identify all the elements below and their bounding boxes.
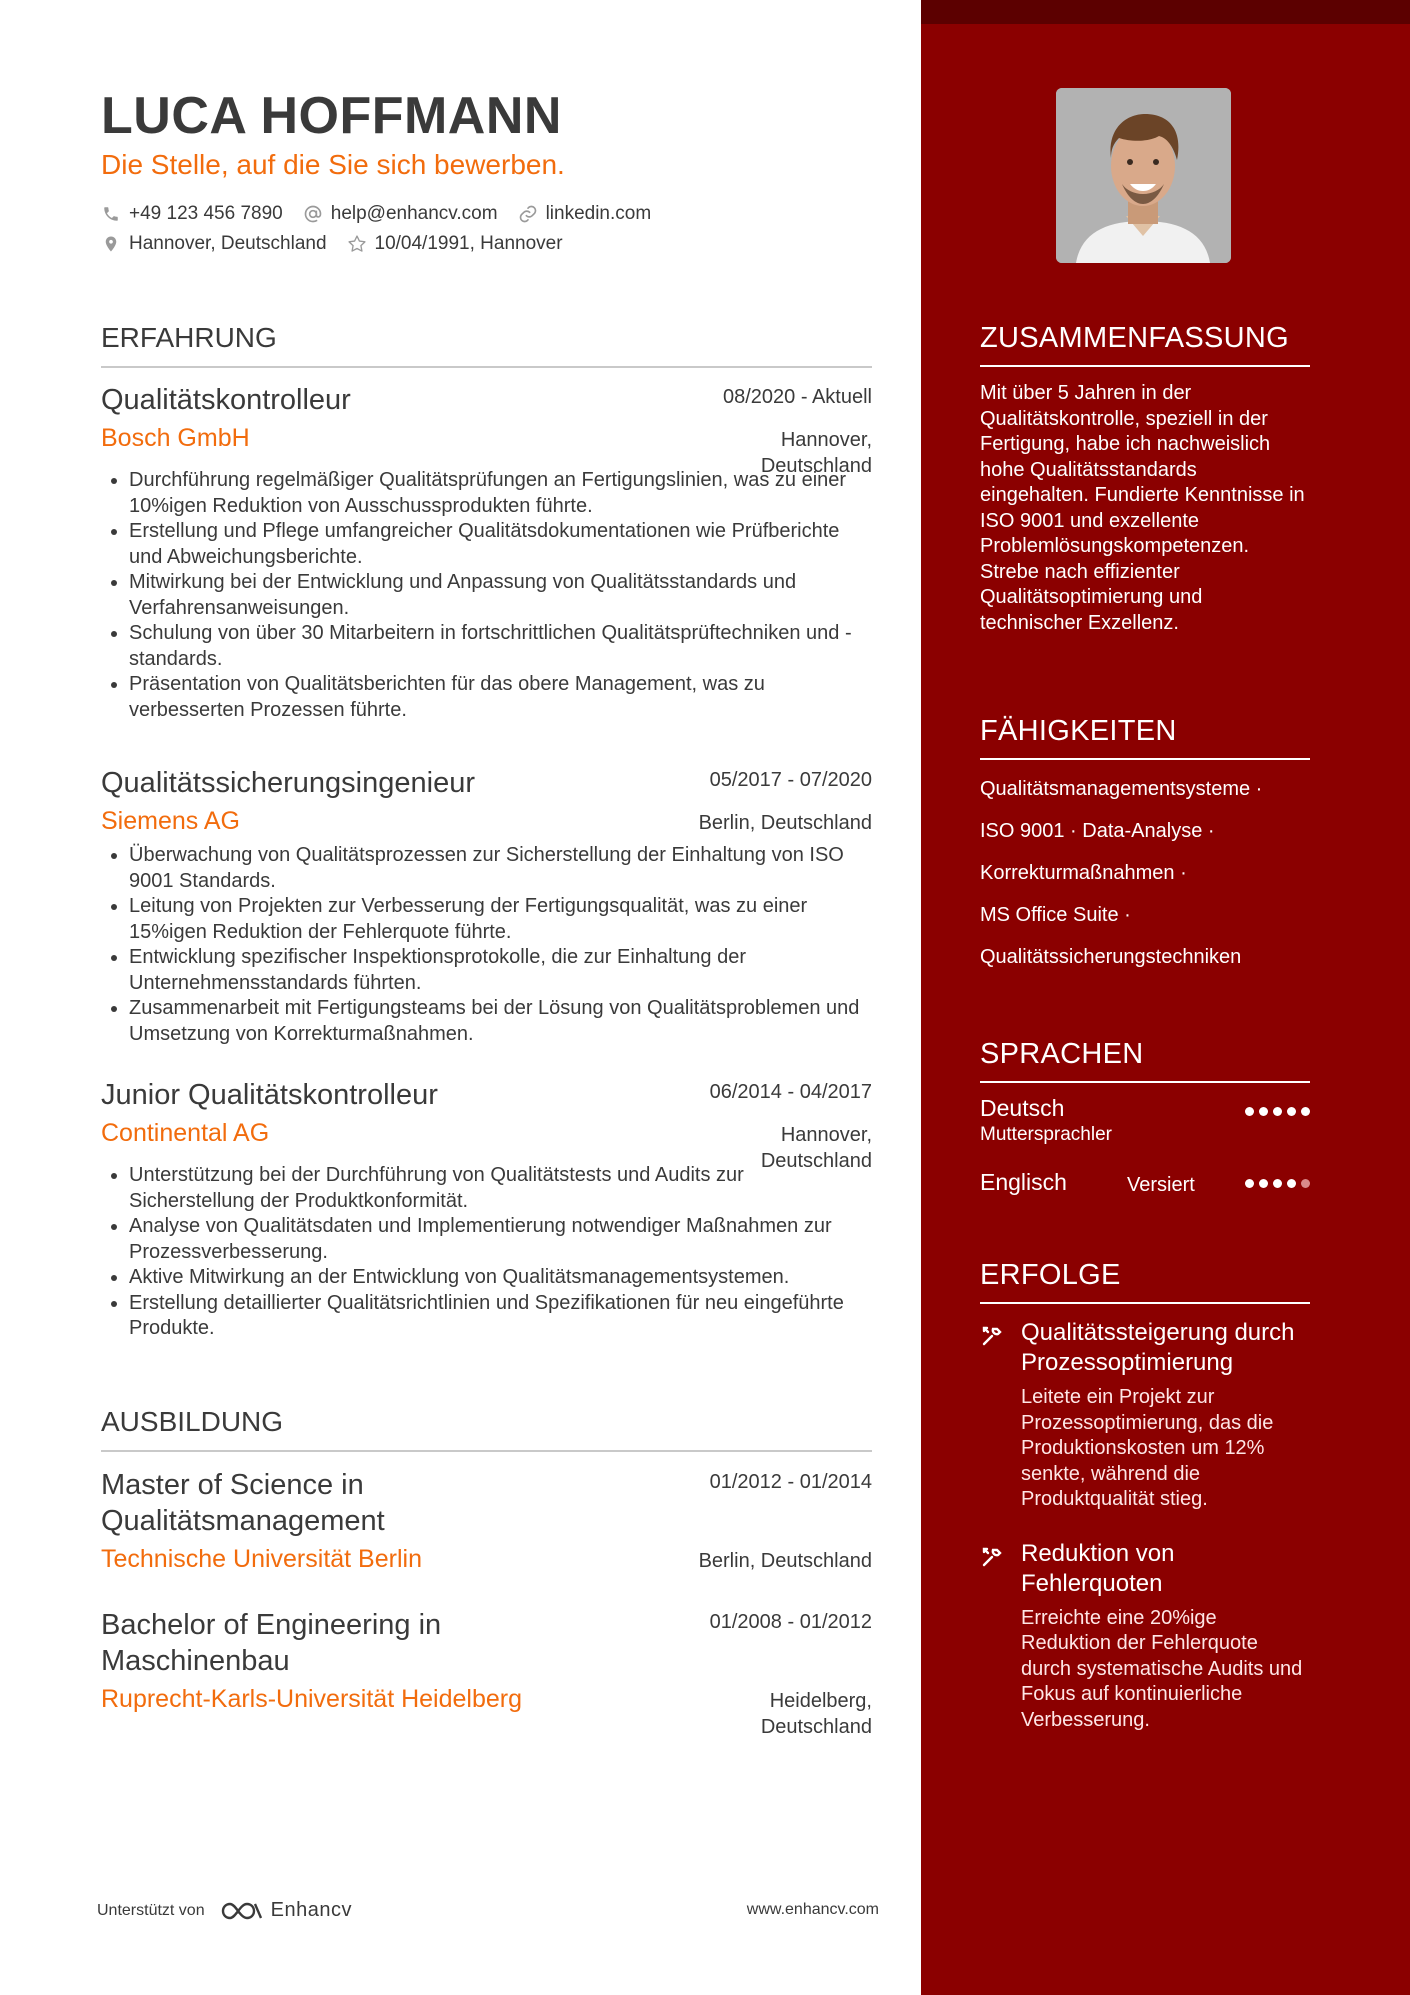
footer-url[interactable]: www.enhancv.com <box>746 1901 879 1918</box>
bullet-item: Präsentation von Qualitätsberichten für das obere Management, was zu verbesserten Prozessen führte. <box>101 672 872 723</box>
enhancv-logo-icon <box>217 1900 265 1922</box>
summary-title: ZUSAMMENFASSUNG <box>980 322 1310 367</box>
achievement-desc: Erreichte eine 20%ige Reduktion der Fehlerquote durch systematische Audits und Fokus auf kontinuierliche Verbesserung. <box>1021 1606 1303 1731</box>
entry-date: 08/2020 - Aktuell <box>723 386 872 408</box>
languages-title: SPRACHEN <box>980 1038 1310 1083</box>
location-pin-icon <box>101 234 121 254</box>
star-icon <box>347 234 367 254</box>
entry-bullets <box>101 468 872 723</box>
entry-company: Continental AG <box>101 1119 270 1147</box>
entry-company: Siemens AG <box>101 807 240 835</box>
rating-dot-empty <box>1301 1179 1310 1188</box>
experience-entry <box>101 765 872 1047</box>
powered-by-label: Unterstützt von <box>97 1901 205 1919</box>
experience-section-title: ERFAHRUNG <box>101 322 872 368</box>
experience-entry <box>101 382 872 723</box>
experience-entry <box>101 1077 872 1342</box>
contact-phone[interactable] <box>101 203 283 225</box>
candidate-name: LUCA HOFFMANN <box>101 87 562 145</box>
contact-line-1 <box>101 203 671 225</box>
entry-location: Berlin, Deutschland <box>698 1550 872 1572</box>
skills-section <box>980 715 1310 984</box>
rating-dot-filled <box>1287 1179 1296 1188</box>
profile-photo <box>1056 88 1231 263</box>
rating-dot-filled <box>1273 1179 1282 1188</box>
bullet-item: Erstellung und Pflege umfangreicher Qualitätsdokumentationen wie Prüfberichte und Abweichungsberichte. <box>101 519 872 570</box>
skill-item: MS Office Suite · <box>980 904 1131 926</box>
entry-role: Qualitätssicherungsingenieur <box>101 767 475 799</box>
bullet-item: Überwachung von Qualitätsprozessen zur Sicherstellung der Einhaltung von ISO 9001 Standards. <box>101 843 872 894</box>
bullet-item: Mitwirkung bei der Entwicklung und Anpassung von Qualitätsstandards und Verfahrensanweisungen. <box>101 570 872 621</box>
sidebar-top-bar <box>921 0 1410 24</box>
skill-item: Qualitätssicherungstechniken <box>980 946 1242 968</box>
entry-role: Junior Qualitätskontrolleur <box>101 1079 438 1111</box>
entry-company: Bosch GmbH <box>101 424 250 452</box>
entry-degree: Bachelor of Engineering in Maschinenbau <box>101 1609 442 1677</box>
language-rating-dots <box>1245 1179 1310 1188</box>
education-entry <box>101 1467 872 1575</box>
entry-location: Berlin, Deutschland <box>698 812 872 834</box>
language-rating-dots <box>1245 1107 1310 1116</box>
entry-bullets <box>101 1163 872 1342</box>
sidebar <box>921 0 1410 1995</box>
phone-text: +49 123 456 7890 <box>129 203 283 224</box>
bullet-item: Erstellung detaillierter Qualitätsrichtlinien und Spezifikationen für neu eingeführte Produkte. <box>101 1291 872 1342</box>
achievement-item <box>980 1539 1310 1734</box>
contact-birth <box>347 233 563 255</box>
language-name: Englisch <box>980 1169 1067 1195</box>
contact-linkedin[interactable] <box>518 203 652 225</box>
location-text: Hannover, Deutschland <box>129 233 327 254</box>
language-row <box>980 1169 1310 1229</box>
bullet-item: Schulung von über 30 Mitarbeitern in fortschrittlichen Qualitätsprüftechniken und -standards. <box>101 621 872 672</box>
birth-text: 10/04/1991, Hannover <box>374 233 563 254</box>
achievements-title: ERFOLGE <box>980 1259 1310 1304</box>
languages-section <box>980 1038 1310 1229</box>
footer <box>97 1895 879 1925</box>
achievements-section <box>980 1259 1310 1733</box>
skill-item: Korrekturmaßnahmen · <box>980 862 1187 884</box>
job-title: Die Stelle, auf die Sie sich bewerben. <box>101 149 565 180</box>
summary-text: Mit über 5 Jahren in der Qualitätskontrolle, speziell in der Fertigung, habe ich nachweislich hohe Qualitätsstandards eingehalten. Fundierte Kenntnisse in ISO 9001 und exzellente Problemlösungskompetenzen. Strebe nach effizienter Qualitätsoptimierung und technischer Exzellenz. <box>980 382 1305 634</box>
contact-location <box>101 233 327 255</box>
brand-name: Enhancv <box>270 1899 352 1921</box>
contact-email[interactable] <box>303 203 498 225</box>
entry-date: 05/2017 - 07/2020 <box>709 769 872 791</box>
wrench-icon <box>980 1324 1004 1348</box>
bullet-item: Entwicklung spezifischer Inspektionsprotokolle, die zur Einhaltung der Unternehmensstandards führten. <box>101 945 872 996</box>
footer-branding <box>97 1899 352 1922</box>
entry-location: Hannover, Deutschland <box>760 429 872 477</box>
language-level: Versiert <box>1127 1174 1195 1196</box>
bullet-item: Durchführung regelmäßiger Qualitätsprüfungen an Fertigungslinien, was zu einer 10%igen Reduktion von Ausschussprodukten führte. <box>101 468 872 519</box>
rating-dot-filled <box>1259 1107 1268 1116</box>
bullet-item: Analyse von Qualitätsdaten und Implementierung notwendiger Maßnahmen zur Prozessverbesserung. <box>101 1214 872 1265</box>
entry-bullets <box>101 843 872 1047</box>
skill-item: Qualitätsmanagementsysteme · <box>980 778 1263 800</box>
summary-section <box>980 322 1310 636</box>
rating-dot-filled <box>1245 1179 1254 1188</box>
language-name: Deutsch <box>980 1095 1065 1121</box>
bullet-item: Leitung von Projekten zur Verbesserung der Fertigungsqualität, was zu einer 15%igen Reduktion der Fehlerquote führte. <box>101 894 872 945</box>
email-text: help@enhancv.com <box>330 203 498 224</box>
language-level: Muttersprachler <box>980 1124 1112 1145</box>
entry-role: Qualitätskontrolleur <box>101 384 351 416</box>
rating-dot-filled <box>1259 1179 1268 1188</box>
bullet-item: Aktive Mitwirkung an der Entwicklung von Qualitätsmanagementsystemen. <box>101 1265 872 1291</box>
achievement-title: Reduktion von Fehlerquoten <box>1021 1539 1175 1597</box>
entry-date: 06/2014 - 04/2017 <box>709 1081 872 1103</box>
at-icon <box>303 204 323 224</box>
achievement-title: Qualitätssteigerung durch Prozessoptimierung <box>1021 1319 1295 1376</box>
education-section-title: AUSBILDUNG <box>101 1406 872 1452</box>
contact-line-2 <box>101 233 583 255</box>
language-row <box>980 1095 1310 1155</box>
entry-school: Ruprecht-Karls-Universität Heidelberg <box>101 1685 522 1713</box>
entry-date: 01/2012 - 01/2014 <box>709 1471 872 1493</box>
wrench-icon <box>980 1545 1004 1569</box>
education-entry <box>101 1607 872 1738</box>
bullet-item: Unterstützung bei der Durchführung von Qualitätstests und Audits zur Sicherstellung der Produktkonformität. <box>101 1163 872 1214</box>
entry-date: 01/2008 - 01/2012 <box>709 1611 872 1633</box>
entry-degree: Master of Science in Qualitätsmanagement <box>101 1469 385 1537</box>
entry-location: Hannover, Deutschland <box>760 1124 872 1172</box>
rating-dot-filled <box>1245 1107 1254 1116</box>
bullet-item: Zusammenarbeit mit Fertigungsteams bei der Lösung von Qualitätsproblemen und Umsetzung von Korrekturmaßnahmen. <box>101 996 872 1047</box>
rating-dot-filled <box>1301 1107 1310 1116</box>
skills-list <box>980 774 1310 984</box>
achievement-item <box>980 1318 1310 1513</box>
skill-item: ISO 9001 · Data-Analyse · <box>980 820 1215 842</box>
entry-school: Technische Universität Berlin <box>101 1545 422 1573</box>
skills-title: FÄHIGKEITEN <box>980 715 1310 760</box>
achievement-desc: Leitete ein Projekt zur Prozessoptimierung, das die Produktionskosten um 12% senkte, während die Produktqualität stieg. <box>1021 1386 1274 1510</box>
linkedin-text: linkedin.com <box>545 203 652 224</box>
rating-dot-filled <box>1273 1107 1282 1116</box>
link-icon <box>518 204 538 224</box>
entry-location: Heidelberg, Deutschland <box>760 1690 872 1738</box>
phone-icon <box>101 204 121 224</box>
rating-dot-filled <box>1287 1107 1296 1116</box>
